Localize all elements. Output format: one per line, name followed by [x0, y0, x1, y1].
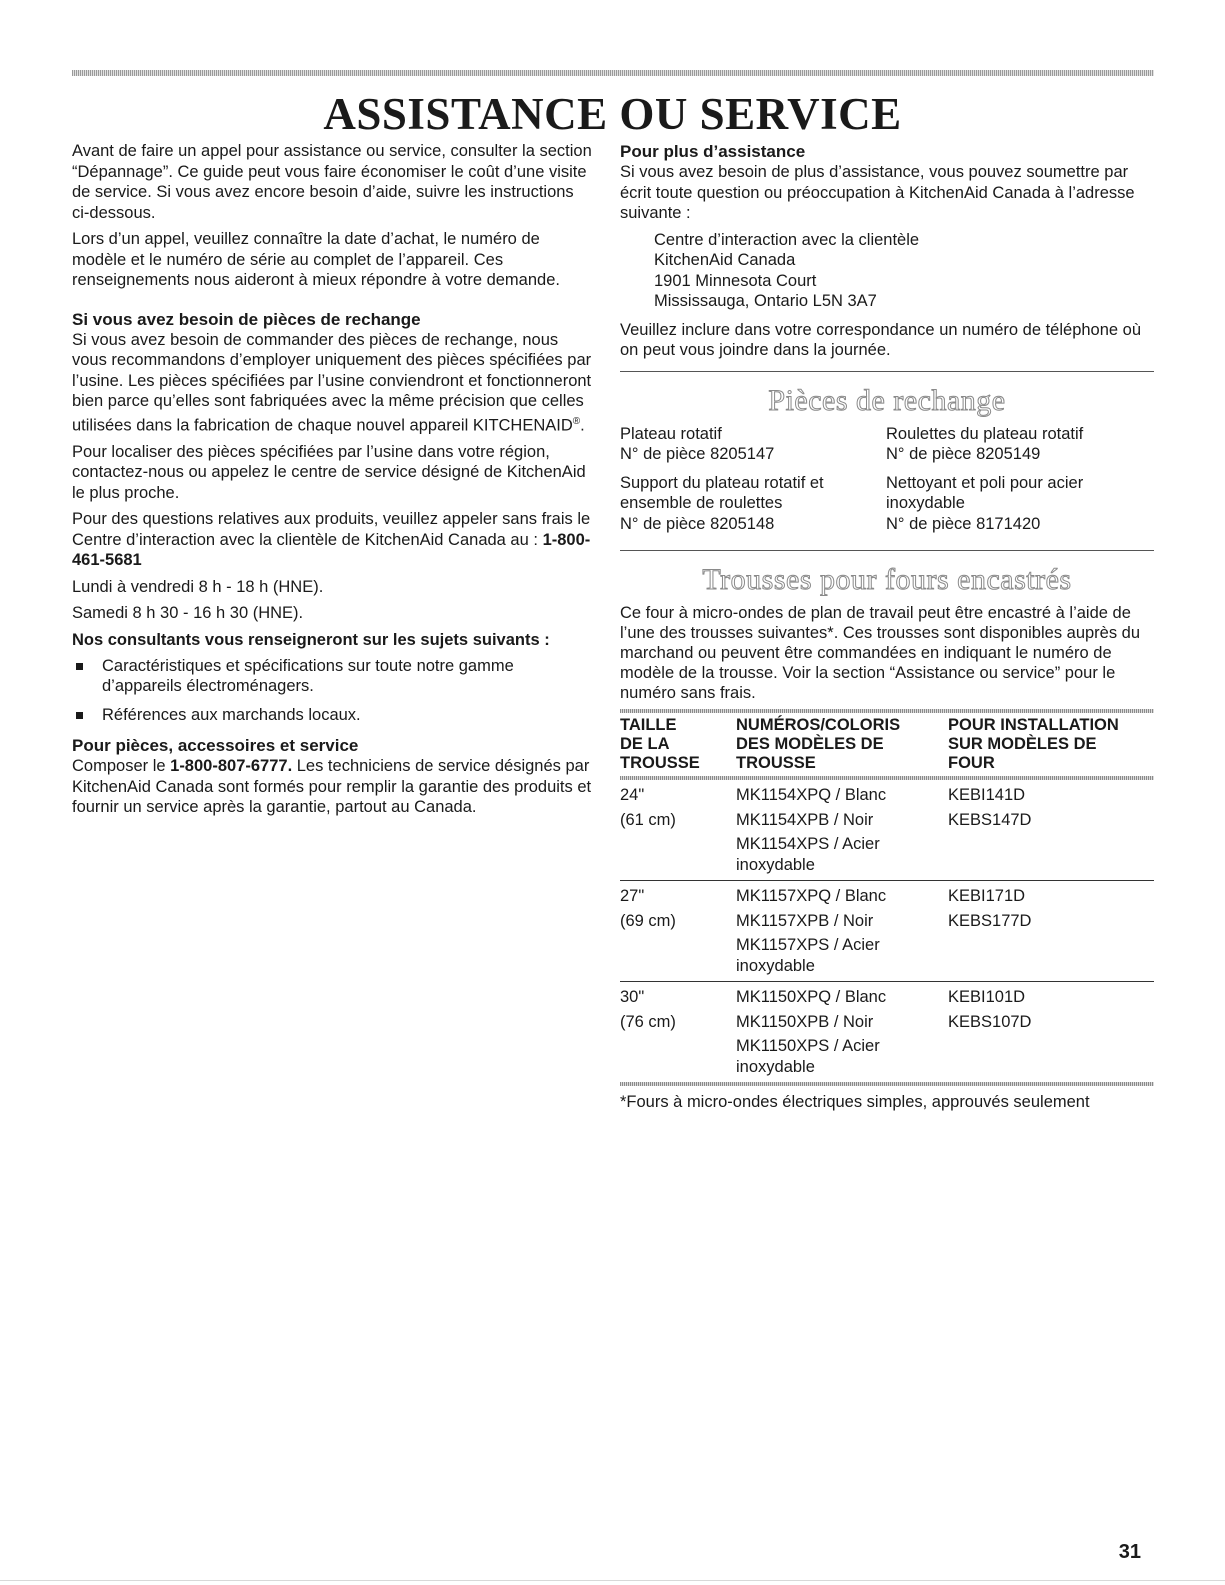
list-item: Références aux marchands locaux.	[72, 705, 594, 726]
footnote: *Fours à micro-ondes électriques simples, approuvés seulement	[620, 1093, 1090, 1111]
table-bottom-rule	[620, 1082, 1154, 1086]
table-header-row	[620, 713, 1154, 776]
kits-intro-paragraph: Ce four à micro-ondes de plan de travail peut être encastré à l’aide de l’une des trousses suivantes*. Ces trousses sont disponibles auprès du marchand ou peuvent être commandées en indiquant le numéro de modèle de la trousse. Voir la section “Assistance ou service” pour le numéro sans frais.	[620, 604, 1141, 702]
hours-weekday: Lundi à vendredi 8 h - 18 h (HNE).	[72, 577, 324, 596]
bottom-rule	[0, 1580, 1225, 1581]
replacement-parts-list	[620, 424, 1154, 535]
hours-saturday: Samedi 8 h 30 - 16 h 30 (HNE).	[72, 604, 304, 622]
help-paragraph: Si vous avez besoin de plus d’assistance, vous pouvez soumettre par écrit toute question ou préoccupation à KitchenAid Canada à l’adresse suivante :	[620, 163, 1135, 222]
parts-phone-number: 1-800-461-5681	[72, 530, 591, 569]
header-kit-size: TAILLE DE LA TROUSSE	[620, 716, 700, 772]
header-kit-models: NUMÉROS/COLORIS DES MODÈLES DE TROUSSE	[736, 716, 901, 772]
left-column	[72, 141, 594, 824]
kits-section-title: Trousses pour fours encastrés	[702, 563, 1072, 596]
list-item: Caractéristiques et spécifications sur toute notre gamme d’appareils électroménagers.	[72, 656, 594, 697]
section-divider	[620, 371, 1154, 372]
square-bullet-icon	[76, 663, 83, 670]
section-divider	[620, 550, 1154, 551]
table-row: 24" (61 cm) MK1154XPQ / Blanc MK1154XPB / Noir MK1154XPS / Acier inoxydable KEBI141D KEBS147D	[620, 786, 1032, 874]
mailing-address: Centre d’interaction avec la clientèle KitchenAid Canada 1901 Minnesota Court Mississauga, Ontario L5N 3A7	[654, 230, 920, 310]
page-title: ASSISTANCE OU SERVICE	[323, 89, 902, 139]
parts-paragraph-1: Si vous avez besoin de commander des pièces de rechange, nous vous recommandons d’employer uniquement des pièces spécifiées par l’usine. Les pièces spécifiées par l’usine conviendront et fonctionneront bien parce qu’elles sont fabriquées avec la même précision que celles utilisées dans la fabrication de chaque nouvel appareil KITCHENAID®.	[72, 330, 592, 434]
phone-note: Veuillez inclure dans votre correspondance un numéro de téléphone où on peut vous joindre dans la journée.	[620, 320, 1142, 359]
square-bullet-icon	[76, 712, 83, 719]
service-paragraph: Composer le 1-800-807-6777. Les techniciens de service désignés par KitchenAid Canada sont formés pour remplir la garantie des produits et fournir un service après la garantie, partout au Canada.	[72, 757, 592, 816]
service-phone-number: 1-800-807-6777.	[170, 757, 293, 775]
page-number: 31	[1118, 1541, 1141, 1563]
table-row: 27" (69 cm) MK1157XPQ / Blanc MK1157XPB / Noir MK1157XPS / Acier inoxydable KEBI171D KEBS177D	[620, 881, 1154, 982]
parts-heading: Si vous avez besoin de pièces de rechange	[72, 309, 421, 329]
top-hatched-rule	[72, 70, 1154, 76]
consultants-heading: Nos consultants vous renseigneront sur les sujets suivants :	[72, 630, 550, 649]
service-heading: Pour pièces, accessoires et service	[72, 736, 359, 755]
parts-section-title: Pièces de rechange	[768, 383, 1006, 417]
kits-table	[620, 713, 1154, 1082]
list-item: Plateau rotatif N° de pièce 8205147	[620, 424, 775, 463]
help-heading: Pour plus d’assistance	[620, 142, 806, 161]
parts-paragraph-3: Pour des questions relatives aux produits, veuillez appeler sans frais le Centre d’interaction avec la clientèle de KitchenAid Canada au : 1-800-461-5681	[72, 510, 591, 569]
list-item: Nettoyant et poli pour acier inoxydable N° de pièce 8171420	[886, 473, 1084, 533]
consultants-bullet-list	[72, 656, 594, 726]
table-row: 30" (76 cm) MK1150XPQ / Blanc MK1150XPB / Noir MK1150XPS / Acier inoxydable KEBI101D KEBS107D	[620, 982, 1154, 1083]
intro-paragraph-2: Lors d’un appel, veuillez connaître la date d’achat, le numéro de modèle et le numéro de série au complet de l’appareil. Ces renseignements nous aideront à mieux répondre à votre demande.	[72, 230, 560, 289]
intro-paragraph-1: Avant de faire un appel pour assistance ou service, consulter la section “Dépannage”. Ce guide peut vous faire économiser le coût d’une visite de service. Si vous avez encore besoin d’aide, suivre les instructions ci-dessous.	[72, 142, 592, 222]
list-item: Support du plateau rotatif et ensemble de roulettes N° de pièce 8205148	[620, 473, 824, 533]
list-item: Roulettes du plateau rotatif N° de pièce 8205149	[886, 424, 1084, 463]
header-oven-models: POUR INSTALLATION SUR MODÈLES DE FOUR	[948, 716, 1119, 772]
right-column	[620, 141, 1154, 1118]
parts-paragraph-2: Pour localiser des pièces spécifiées par l’usine dans votre région, contactez-nous ou appelez le centre de service désigné de KitchenAid le plus proche.	[72, 442, 586, 502]
